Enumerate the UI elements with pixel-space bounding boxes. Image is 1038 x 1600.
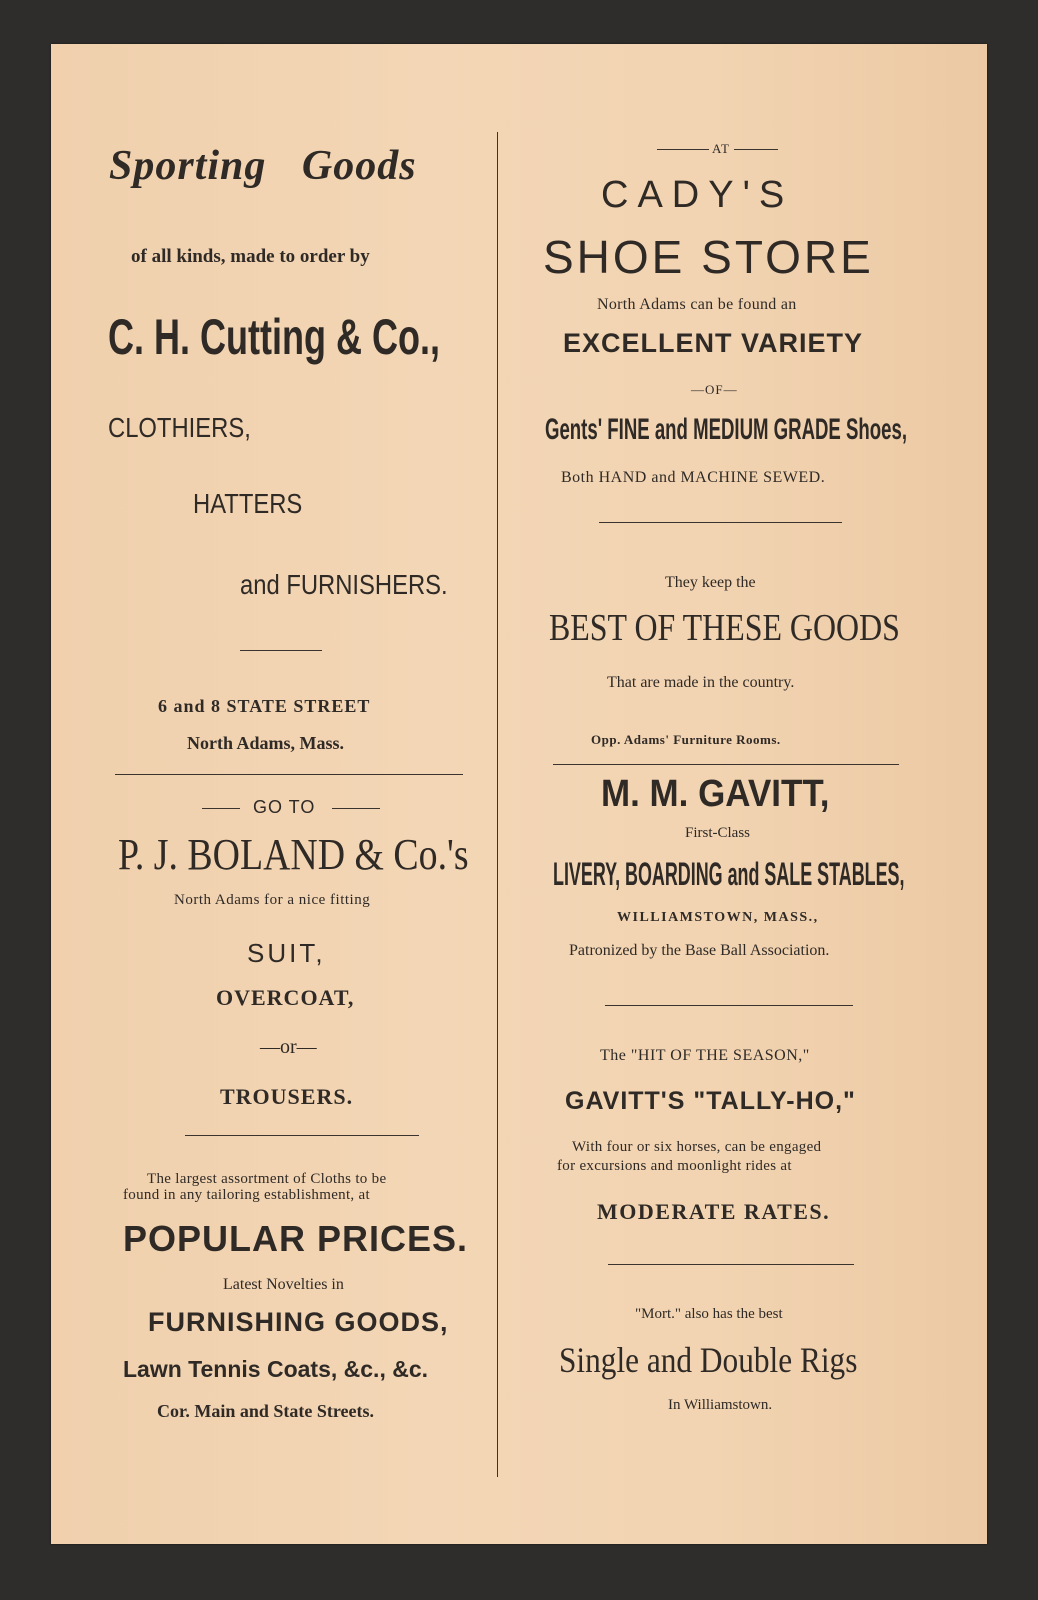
divider-right-1 xyxy=(599,522,842,523)
boland-company-name: P. J. BOLAND & Co.'s xyxy=(118,830,469,879)
first-class-label: First-Class xyxy=(685,825,751,841)
in-williamstown: In Williamstown. xyxy=(668,1397,773,1413)
williamstown-mass: WILLIAMSTOWN, MASS., xyxy=(617,910,819,925)
cutting-city: North Adams, Mass. xyxy=(187,733,345,753)
best-of-these-goods: BEST OF THESE GOODS xyxy=(549,607,900,649)
hatters-label: HATTERS xyxy=(193,488,303,519)
cutting-address: 6 and 8 STATE STREET xyxy=(158,696,371,716)
clothiers-label: CLOTHIERS, xyxy=(108,412,251,443)
at-rule-left xyxy=(657,149,709,150)
hit-of-season: The "HIT OF THE SEASON," xyxy=(600,1047,810,1064)
of-label: —OF— xyxy=(691,382,738,397)
gavitt-name: M. M. GAVITT, xyxy=(601,773,830,815)
corner-address: Cor. Main and State Streets. xyxy=(157,1401,374,1421)
mort-best: "Mort." also has the best xyxy=(635,1306,783,1322)
hand-machine-sewed: Both HAND and MACHINE SEWED. xyxy=(561,469,826,486)
suit-label: SUIT, xyxy=(247,938,326,968)
gents-shoes: Gents' FINE and MEDIUM GRADE Shoes, xyxy=(545,413,907,446)
lawn-tennis-coats: Lawn Tennis Coats, &c., &c. xyxy=(123,1356,429,1382)
popular-prices: POPULAR PRICES. xyxy=(123,1218,469,1259)
they-keep-label: They keep the xyxy=(665,574,756,591)
column-divider xyxy=(497,132,498,1477)
go-to-rule-left xyxy=(202,808,240,809)
opp-adams: Opp. Adams' Furniture Rooms. xyxy=(591,732,781,747)
divider-right-3 xyxy=(608,1264,854,1265)
sporting-goods-subtitle: of all kinds, made to order by xyxy=(131,246,370,267)
at-label: AT xyxy=(712,141,730,156)
divider-left-section xyxy=(115,774,463,775)
horses-line-1: With four or six horses, can be engaged xyxy=(572,1139,822,1155)
cadys-title: CADY'S xyxy=(601,174,794,216)
divider-right-2 xyxy=(605,1005,853,1006)
go-to-rule-right xyxy=(332,808,380,809)
novelties-label: Latest Novelties in xyxy=(223,1276,344,1293)
overcoat-label: OVERCOAT, xyxy=(216,985,355,1010)
made-in-country: That are made in the country. xyxy=(607,674,795,691)
sporting-goods-title: Sporting Goods xyxy=(109,143,417,189)
trousers-label: TROUSERS. xyxy=(220,1084,354,1109)
base-ball-association: Patronized by the Base Ball Association. xyxy=(569,942,830,959)
go-to-label: GO TO xyxy=(253,797,316,817)
excellent-variety: EXCELLENT VARIETY xyxy=(563,328,864,358)
advertisement-sheet xyxy=(51,44,987,1544)
boland-subtitle: North Adams for a nice fitting xyxy=(174,892,371,908)
or-label: —or— xyxy=(260,1036,317,1058)
north-adams-found: North Adams can be found an xyxy=(597,296,797,313)
divider-trousers xyxy=(185,1135,419,1136)
furnishing-goods: FURNISHING GOODS, xyxy=(148,1307,449,1337)
single-double-rigs: Single and Double Rigs xyxy=(559,1340,858,1380)
divider-right-section xyxy=(553,764,899,765)
shoe-store-title: SHOE STORE xyxy=(543,231,874,283)
tally-ho: GAVITT'S "TALLY-HO," xyxy=(565,1087,856,1115)
cutting-company-name: C. H. Cutting & Co., xyxy=(108,309,440,365)
assortment-line-1: The largest assortment of Cloths to be xyxy=(147,1171,387,1187)
moderate-rates: MODERATE RATES. xyxy=(597,1199,831,1224)
assortment-line-2: found in any tailoring establishment, at xyxy=(123,1187,370,1203)
furnishers-label: and FURNISHERS. xyxy=(240,569,448,600)
livery-stables: LIVERY, BOARDING and SALE STABLES, xyxy=(553,856,905,892)
at-rule-right xyxy=(734,149,778,150)
divider-short xyxy=(240,650,322,651)
horses-line-2: for excursions and moonlight rides at xyxy=(557,1158,792,1174)
